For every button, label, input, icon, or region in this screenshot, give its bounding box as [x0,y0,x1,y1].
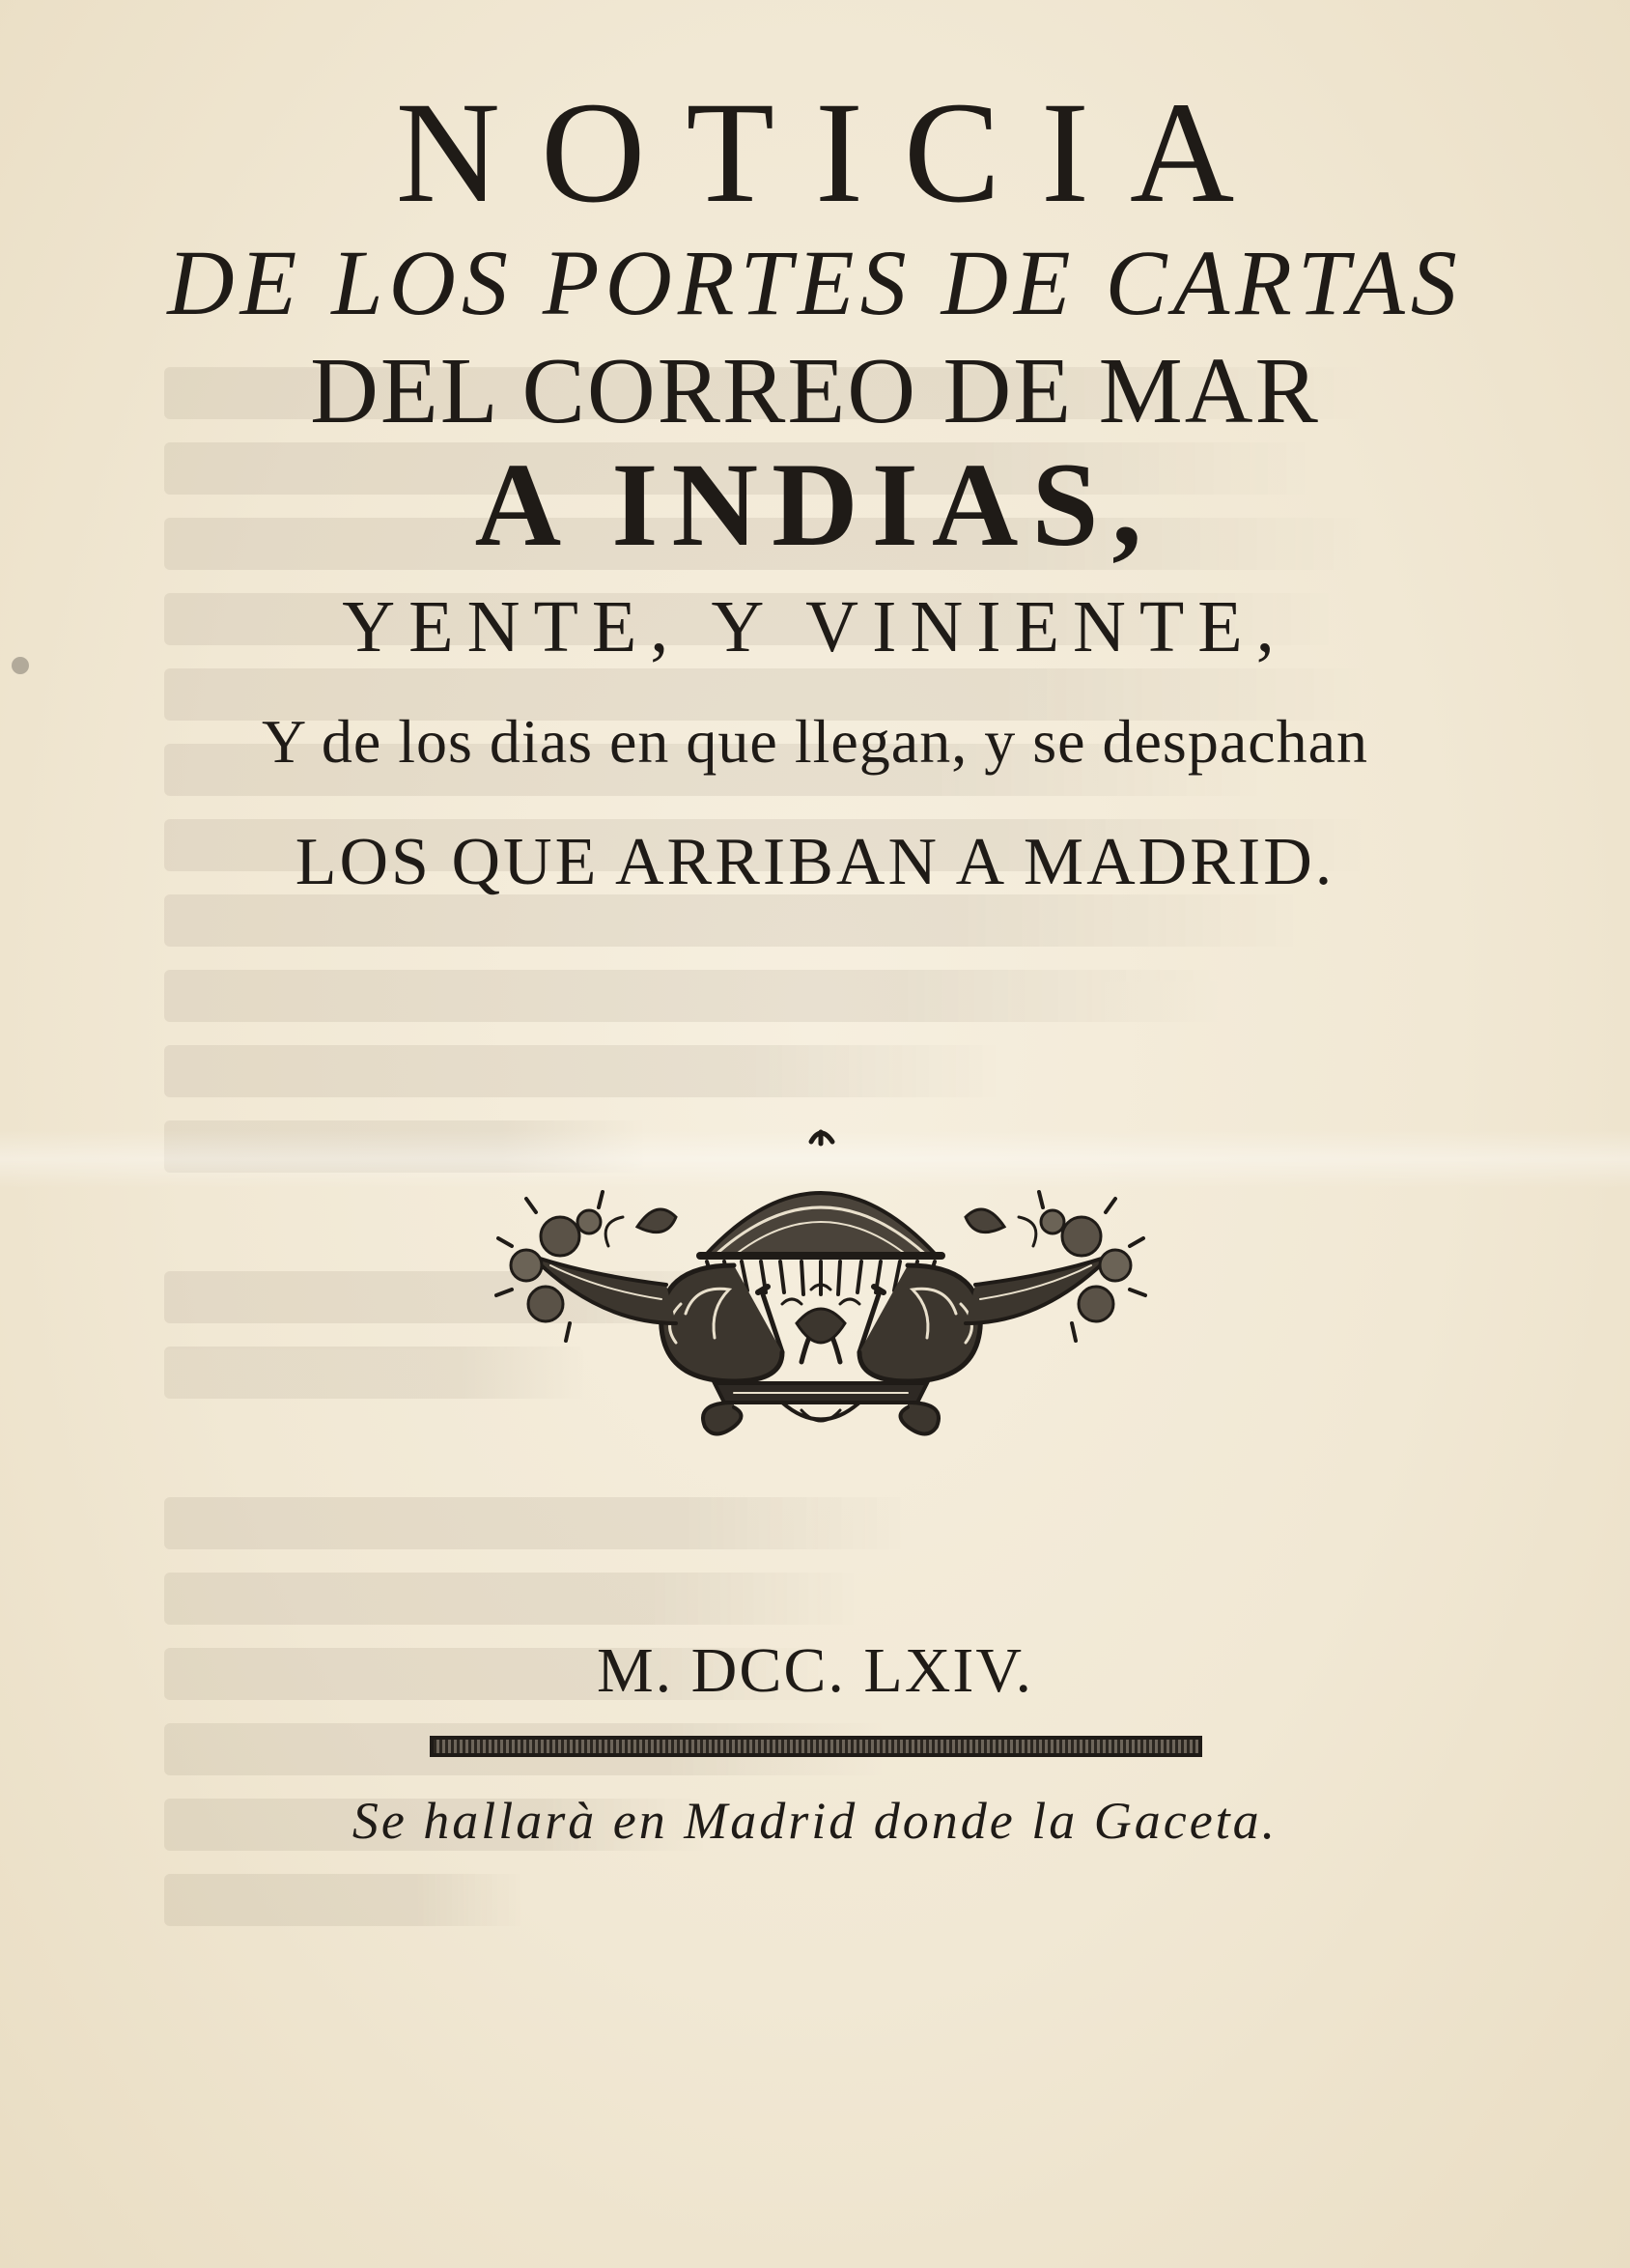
publication-date: M. DCC. LXIV. [596,1635,1033,1706]
title-dias-llegan: Y de los dias en que llegan, y se despachan [261,707,1369,776]
title-a-indias: A INDIAS, [474,439,1156,571]
decorative-rule [430,1736,1202,1757]
title-portes-de-cartas: DE LOS PORTES DE CARTAS [167,231,1463,334]
title-arriban-madrid: LOS QUE ARRIBAN A MADRID. [295,825,1335,899]
imprint-line: Se hallarà en Madrid donde la Gaceta. [351,1792,1279,1850]
cornucopia-urn-ornament-icon [492,1120,1149,1439]
title-yente-viniente: YENTE, Y VINIENTE, [342,586,1288,667]
title-correo-de-mar: DEL CORREO DE MAR [310,339,1320,443]
title-noticia: NOTICIA [395,72,1276,233]
